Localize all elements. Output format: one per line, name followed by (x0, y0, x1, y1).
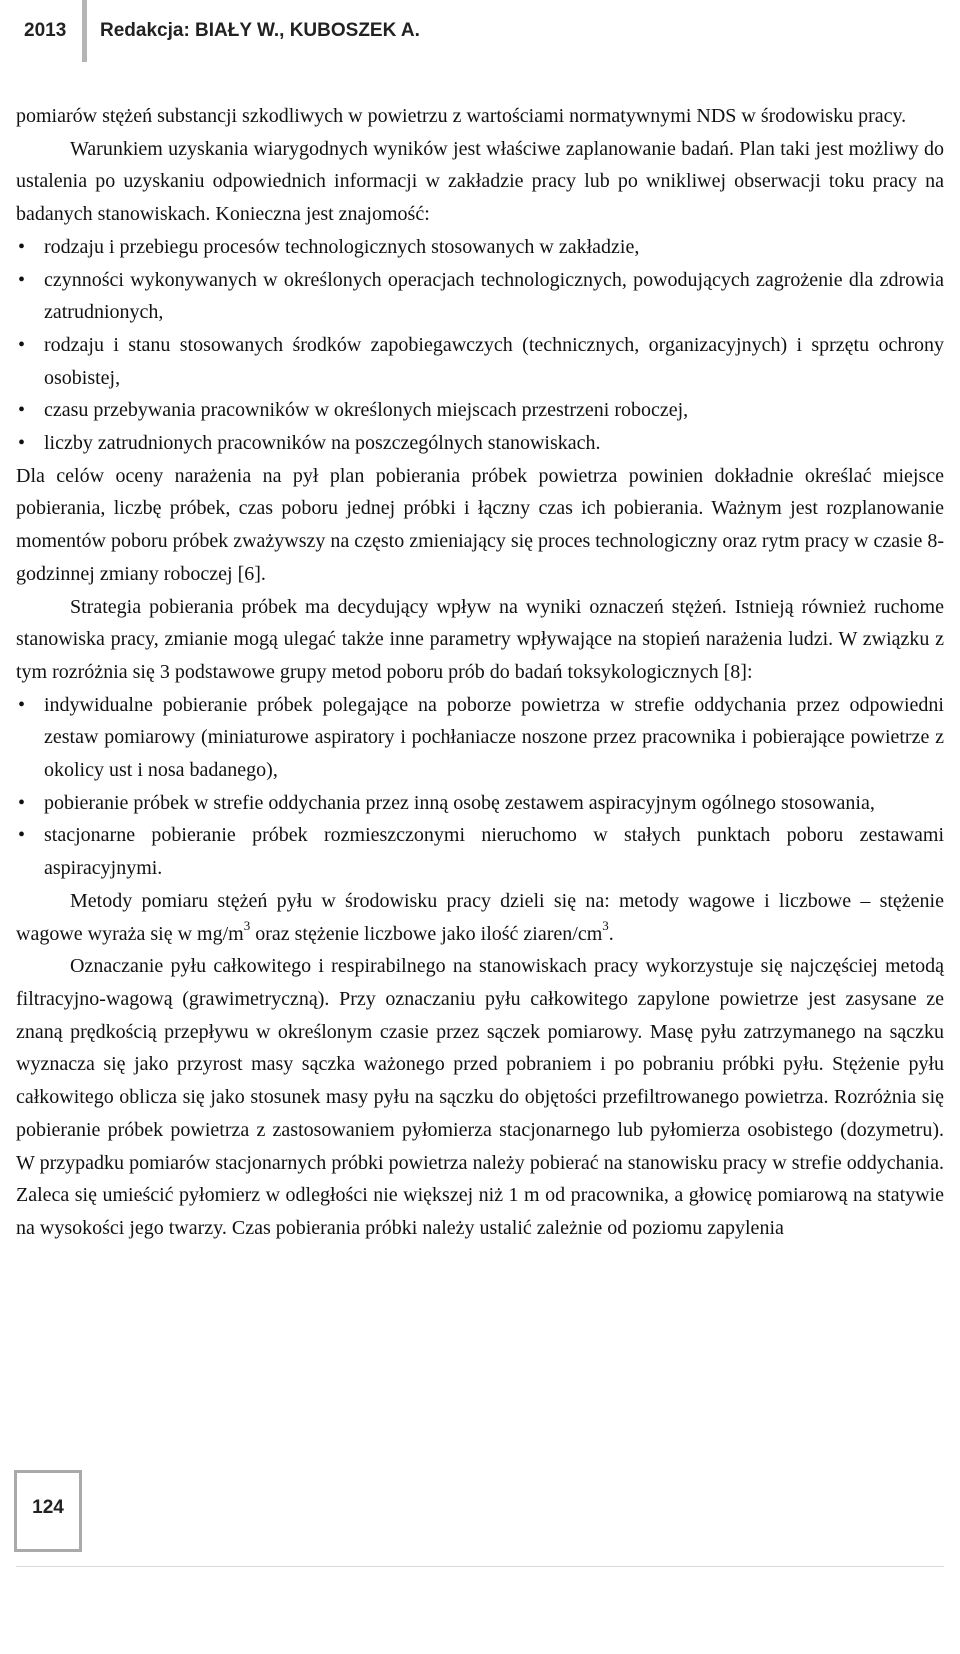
header-title: Redakcja: BIAŁY W., KUBOSZEK A. (100, 20, 420, 41)
paragraph-1: pomiarów stężeń substancji szkodliwych w powietrzu z wartościami normatywnymi NDS w środowisku pracy. (16, 105, 907, 127)
list-item: • indywidualne pobieranie próbek polegające na poborze powietrza w strefie oddychania przez odpowiedni zestaw pomiarowy (miniaturowe aspiratory i pochłaniacze noszone przez pracownika i pobierające powietrze z okolicy ust i nosa badanego), (16, 689, 944, 787)
superscript-3: 3 (243, 917, 251, 933)
list-item: • rodzaju i stanu stosowanych środków zapobiegawczych (technicznych, organizacyjnych) i sprzętu ochrony osobistej, (16, 329, 944, 394)
footer-divider (16, 1566, 944, 1567)
knowledge-list (16, 231, 944, 460)
list-item: • czynności wykonywanych w określonych operacjach technologicznych, powodujących zagrożenie dla zdrowia zatrudnionych, (16, 264, 944, 329)
paragraph-2: Warunkiem uzyskania wiarygodnych wyników jest właściwe zaplanowanie badań. Plan taki jest możliwy do ustalenia po uzyskaniu odpowiednich informacji w zakładzie pracy lub po wnikliwej obserwacji toku pracy na badanych stanowiskach. Konieczna jest znajomość: (16, 137, 944, 226)
page-number-box (14, 1470, 82, 1552)
list-item: • rodzaju i przebiegu procesów technologicznych stosowanych w zakładzie, (16, 231, 944, 264)
list-item: • czasu przebywania pracowników w określonych miejscach przestrzeni roboczej, (16, 394, 944, 427)
list-item: • liczby zatrudnionych pracowników na poszczególnych stanowiskach. (16, 427, 944, 460)
paragraph-4: Strategia pobierania próbek ma decydujący wpływ na wyniki oznaczeń stężeń. Istnieją również ruchome stanowiska pracy, zmianie mogą ulegać także inne parametry wpływające na stopień narażenia ludzi. W związku z tym rozróżnia się 3 podstawowe grupy metod poboru prób do badań toksykologicznych [8]: (16, 595, 944, 683)
list-item: • pobieranie próbek w strefie oddychania przez inną osobę zestawem aspiracyjnym ogólnego stosowania, (16, 787, 944, 820)
article-body (16, 100, 944, 1245)
paragraph-5-text-a: Metody pomiaru stężeń pyłu w środowisku pracy dzieli się na: metody wagowe i liczbowe – stężenie wagowe wyraża się w mg/m (16, 889, 944, 945)
header-divider (82, 0, 87, 62)
paragraph-6: Oznaczanie pyłu całkowitego i respirabilnego na stanowiskach pracy wykorzystuje się najczęściej metodą filtracyjno-wagową (grawimetryczną). Przy oznaczaniu pyłu całkowitego zapylone powietrze jest zasysane ze znaną prędkością przepływu w określonym czasie przez sączek pomiarowy. Masę pyłu zatrzymanego na sączku wyznacza się jako przyrost masy sączka ważonego przed pobraniem i po pobraniu próbki pyłu. Stężenie pyłu całkowitego oblicza się jako stosunek masy pyłu na sączku do objętości przefiltrowanego powietrza. Rozróżnia się pobieranie próbek powietrza z zastosowaniem pyłomierza stacjonarnego lub pyłomierza osobistego (dozymetru). W przypadku pomiarów stacjonarnych próbki powietrza należy pobierać na stanowisku pracy w strefie oddychania. Zaleca się umieścić pyłomierz w odległości nie większej niż 1 m od pracownika, a głowicę pomiarową na statywie na wysokości jego twarzy. Czas pobierania próbki należy ustalić zależnie od poziomu zapylenia (16, 955, 944, 1239)
header-year: 2013 (24, 20, 67, 41)
superscript-3: 3 (602, 917, 609, 933)
sampling-methods-list (16, 689, 944, 885)
list-item: • stacjonarne pobieranie próbek rozmieszczonymi nieruchomo w stałych punktach poboru zestawami aspiracyjnymi. (16, 819, 944, 884)
paragraph-5-text-c: . (608, 922, 614, 945)
paragraph-5-text-b: oraz stężenie liczbowe jako ilość ziaren/cm (250, 922, 603, 945)
page-number: 124 (32, 1497, 64, 1518)
paragraph-3: Dla celów oceny narażenia na pył plan pobierania próbek powietrza powinien dokładnie określać miejsce pobierania, liczbę próbek, czas poboru jednej próbki i łączny czas ich pobierania. Ważnym jest rozplanowanie momentów poboru próbek zważywszy na często zmieniający się proces technologiczny oraz rytm pracy w czasie 8-godzinnej zmiany roboczej [6]. (16, 464, 944, 585)
paragraph-5 (16, 885, 944, 950)
page-header (0, 0, 960, 62)
